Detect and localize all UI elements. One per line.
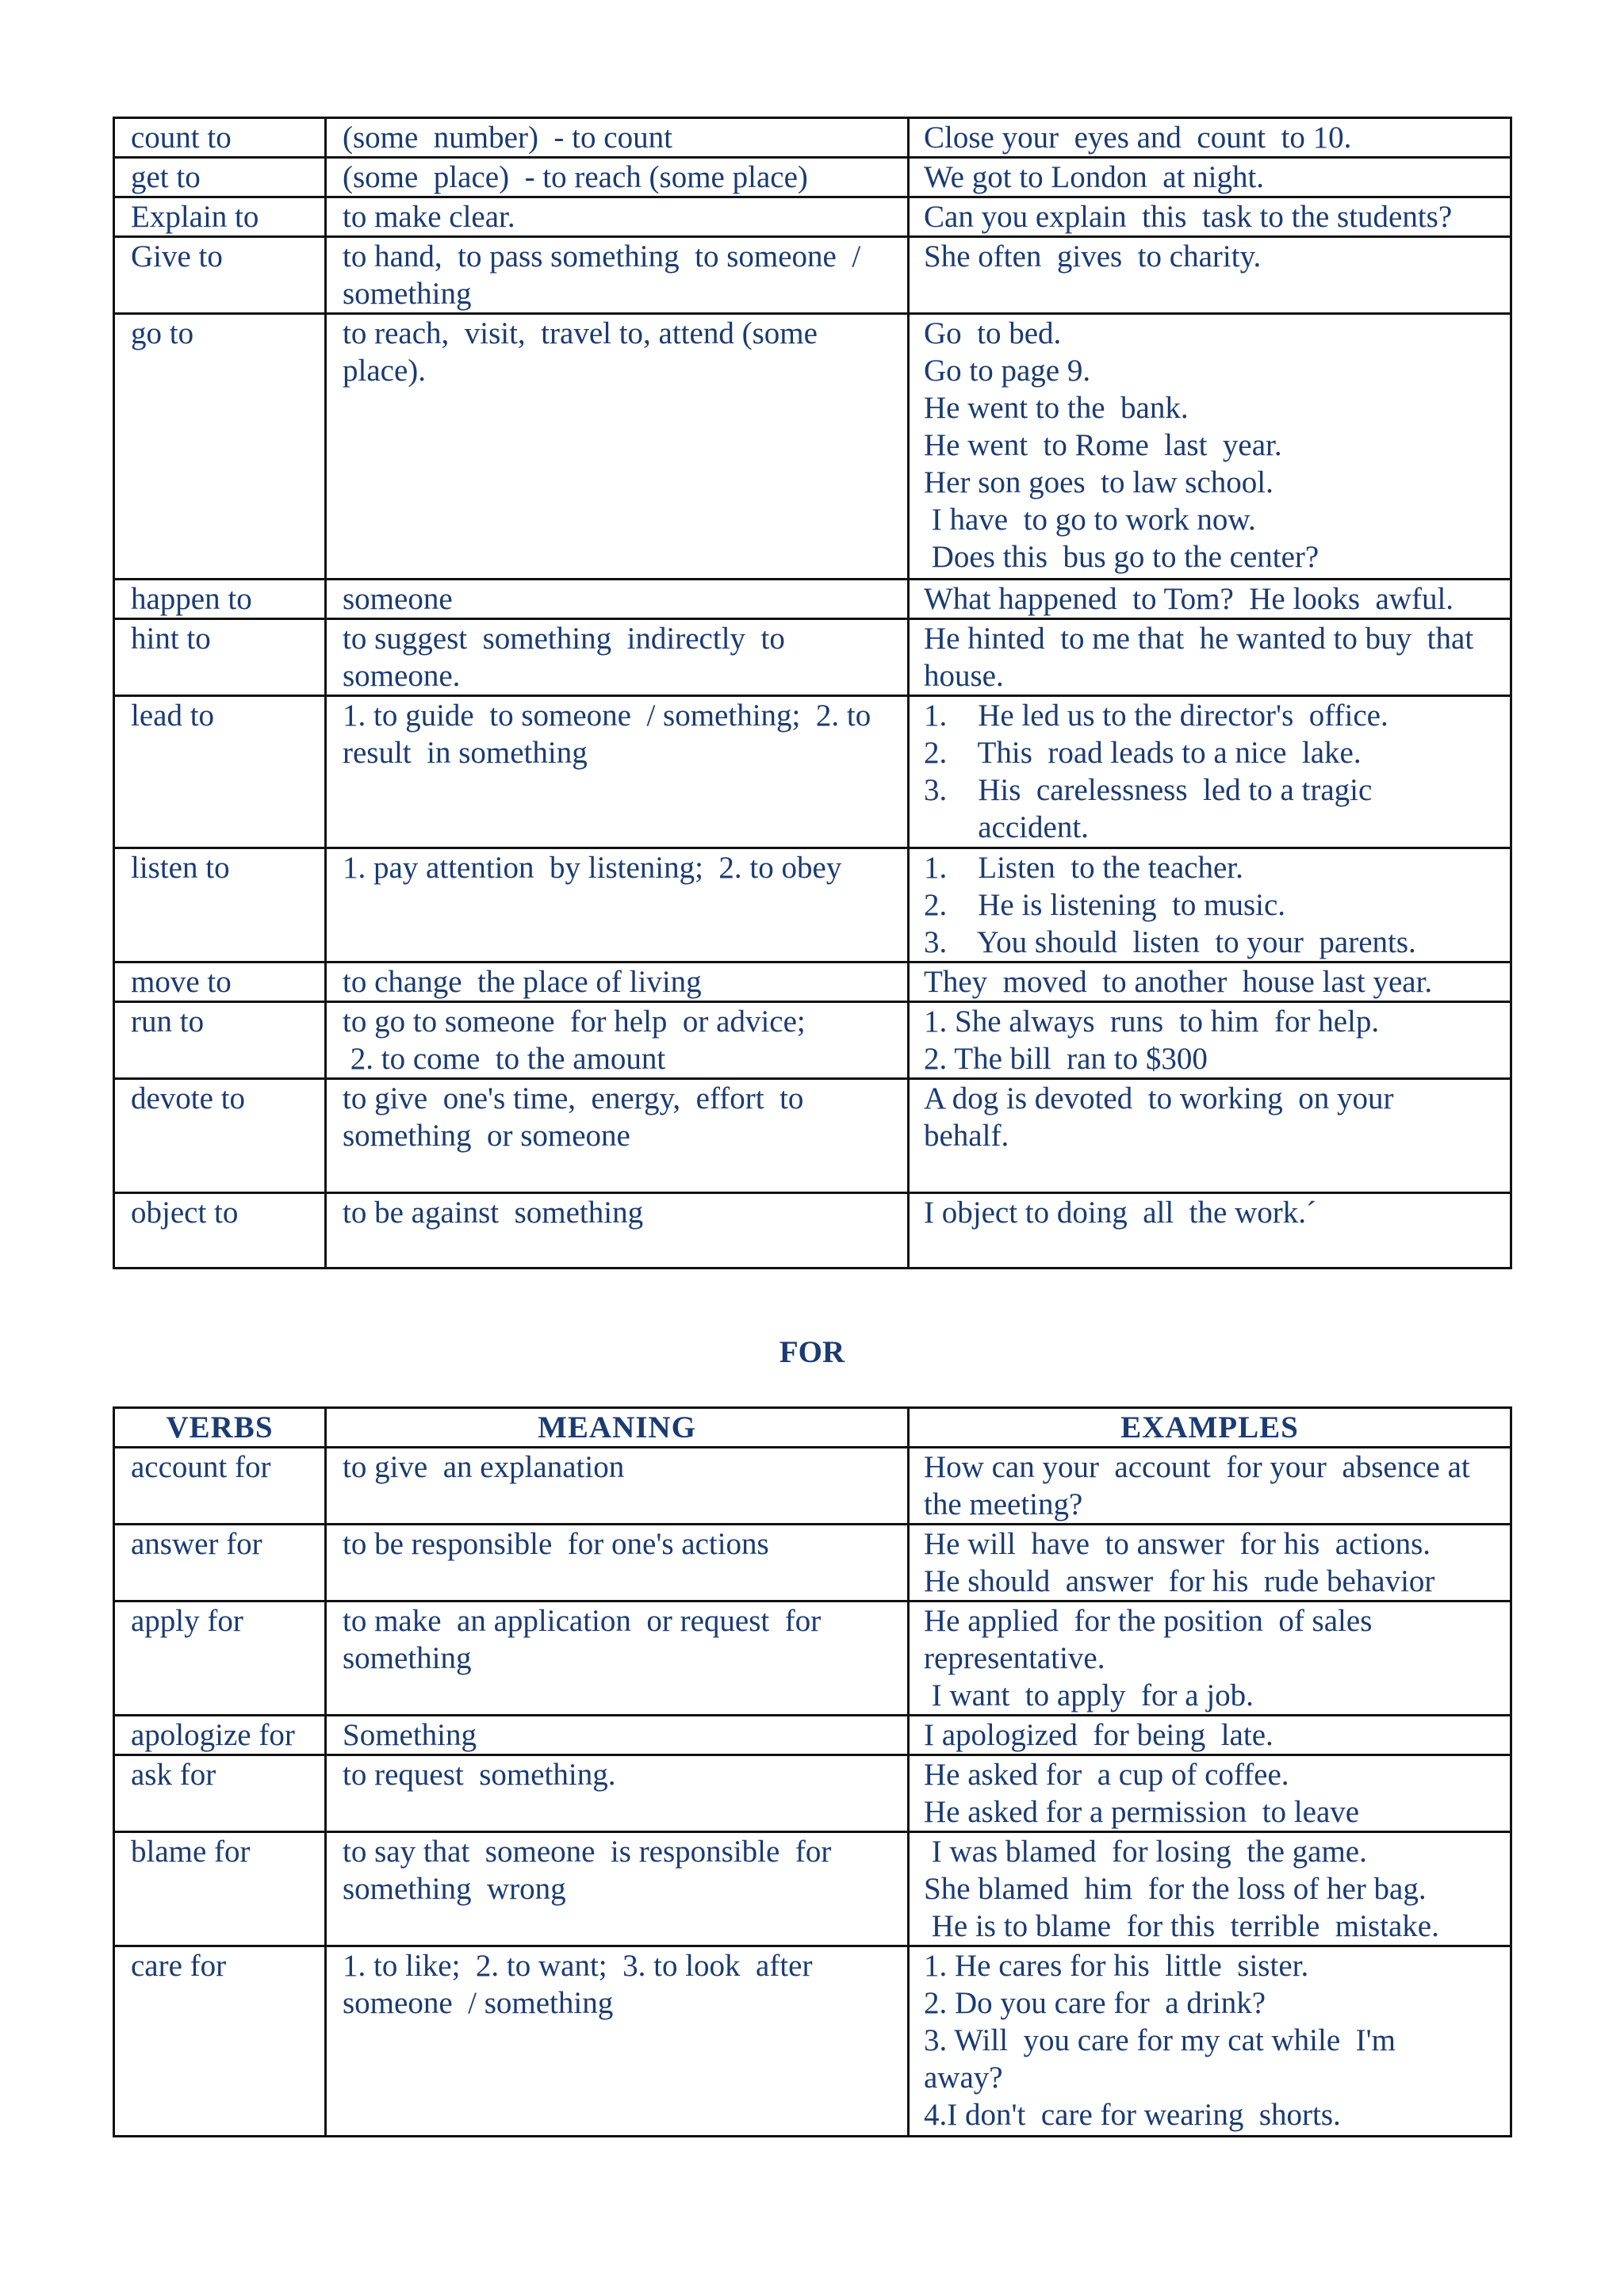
meaning-cell xyxy=(326,1755,909,1832)
verb-cell: apply for xyxy=(114,1601,326,1716)
verb-cell: run to xyxy=(114,1002,326,1079)
meaning-cell xyxy=(326,1079,909,1193)
examples-cell xyxy=(909,1193,1511,1269)
meaning-cell xyxy=(326,237,909,314)
meaning-cell xyxy=(326,580,909,619)
example-line: Close your eyes and count to 10. xyxy=(924,121,1352,155)
example-line: 2. He is listening to music. xyxy=(924,888,1286,922)
meaning-line: to make clear. xyxy=(343,200,515,234)
examples-cell xyxy=(909,314,1511,580)
meaning-cell xyxy=(326,619,909,696)
verb-cell: move to xyxy=(114,962,326,1002)
meaning-line: to give one's time, energy, effort to xyxy=(343,1081,804,1115)
example-line: behalf. xyxy=(924,1119,1009,1153)
examples-cell xyxy=(909,237,1511,314)
example-line: Go to bed. xyxy=(924,316,1062,350)
examples-cell xyxy=(909,118,1511,158)
examples-cell xyxy=(909,158,1511,197)
meaning-cell xyxy=(326,118,909,158)
example-line: They moved to another house last year. xyxy=(924,965,1433,999)
example-line: house. xyxy=(924,659,1004,693)
table-row xyxy=(114,314,1511,580)
example-line: He went to Rome last year. xyxy=(924,428,1282,462)
for-section-heading: FOR xyxy=(779,1335,845,1369)
meaning-cell xyxy=(326,848,909,962)
meaning-line: 1. to like; 2. to want; 3. to look after xyxy=(343,1949,813,1983)
verb-cell: lead to xyxy=(114,696,326,848)
meaning-cell xyxy=(326,158,909,197)
examples-cell xyxy=(909,1832,1511,1946)
table-row xyxy=(114,197,1511,237)
table-row xyxy=(114,118,1511,158)
table-header-row xyxy=(114,1408,1511,1448)
meaning-line: something wrong xyxy=(343,1872,566,1906)
examples-cell xyxy=(909,619,1511,696)
table-row xyxy=(114,1079,1511,1193)
table-row xyxy=(114,696,1511,848)
examples-cell xyxy=(909,1448,1511,1525)
meaning-line: 1. to guide to someone / something; 2. to xyxy=(343,698,871,733)
examples-cell xyxy=(909,580,1511,619)
meaning-line: to make an application or request for xyxy=(343,1604,822,1638)
example-line: 2. This road leads to a nice lake. xyxy=(924,736,1362,770)
meaning-line: to hand, to pass something to someone / xyxy=(343,239,861,274)
example-line: He asked for a cup of coffee. xyxy=(924,1758,1289,1792)
table-row xyxy=(114,580,1511,619)
examples-cell xyxy=(909,1716,1511,1755)
table-row xyxy=(114,1525,1511,1601)
table-row xyxy=(114,1002,1511,1079)
meaning-line: someone. xyxy=(343,659,461,693)
meaning-line: result in something xyxy=(343,736,588,770)
meaning-line: to reach, visit, travel to, attend (some xyxy=(343,316,818,350)
meaning-cell xyxy=(326,1946,909,2137)
table-row xyxy=(114,1193,1511,1269)
verb-cell: count to xyxy=(114,118,326,158)
table-row xyxy=(114,1601,1511,1716)
meaning-cell xyxy=(326,1525,909,1601)
for-verbs-table xyxy=(113,1406,1512,2137)
verbs-column-header: VERBS xyxy=(114,1408,326,1448)
examples-cell xyxy=(909,1946,1511,2137)
meaning-cell xyxy=(326,1002,909,1079)
example-line: 3. His carelessness led to a tragic xyxy=(924,773,1373,807)
example-line: A dog is devoted to working on your xyxy=(924,1081,1394,1115)
example-line: 3. Will you care for my cat while I'm xyxy=(924,2023,1396,2057)
table-row xyxy=(114,962,1511,1002)
examples-cell xyxy=(909,1002,1511,1079)
example-line: 1. He led us to the director's office. xyxy=(924,698,1388,733)
meaning-line: 2. to come to the amount xyxy=(343,1042,666,1076)
meaning-line: to give an explanation xyxy=(343,1450,625,1484)
example-line: 4.I don't care for wearing shorts. xyxy=(924,2098,1341,2132)
meaning-cell xyxy=(326,314,909,580)
meaning-column-header: MEANING xyxy=(326,1408,909,1448)
example-line: 2. The bill ran to $300 xyxy=(924,1042,1208,1076)
meaning-line: to change the place of living xyxy=(343,965,702,999)
example-line: He went to the bank. xyxy=(924,391,1189,425)
examples-cell xyxy=(909,1079,1511,1193)
verb-cell: Give to xyxy=(114,237,326,314)
table-row xyxy=(114,158,1511,197)
examples-cell xyxy=(909,696,1511,848)
meaning-cell xyxy=(326,1716,909,1755)
example-line: He will have to answer for his actions. xyxy=(924,1527,1431,1561)
example-line: the meeting? xyxy=(924,1487,1083,1521)
meaning-line: to be responsible for one's actions xyxy=(343,1527,769,1561)
meaning-cell xyxy=(326,696,909,848)
example-line: representative. xyxy=(924,1641,1105,1675)
examples-cell xyxy=(909,962,1511,1002)
example-line: I object to doing all the work.´ xyxy=(924,1196,1316,1230)
example-line: Does this bus go to the center? xyxy=(924,540,1320,574)
example-line: We got to London at night. xyxy=(924,160,1265,194)
meaning-line: something xyxy=(343,277,472,311)
table-row xyxy=(114,1448,1511,1525)
meaning-line: to say that someone is responsible for xyxy=(343,1835,832,1869)
verb-cell: account for xyxy=(114,1448,326,1525)
verb-cell: answer for xyxy=(114,1525,326,1601)
meaning-line: (some number) - to count xyxy=(343,121,672,155)
meaning-line: to request something. xyxy=(343,1758,616,1792)
verb-cell: happen to xyxy=(114,580,326,619)
example-line: Can you explain this task to the students? xyxy=(924,200,1453,234)
verb-cell: object to xyxy=(114,1193,326,1269)
meaning-line: to go to someone for help or advice; xyxy=(343,1004,806,1039)
meaning-line: someone / something xyxy=(343,1986,614,2020)
example-line: He is to blame for this terrible mistake. xyxy=(924,1909,1439,1943)
table-row xyxy=(114,848,1511,962)
to-verbs-table xyxy=(113,117,1512,1269)
meaning-line: (some place) - to reach (some place) xyxy=(343,160,808,194)
meaning-line: to be against something xyxy=(343,1196,644,1230)
verb-cell: care for xyxy=(114,1946,326,2137)
examples-cell xyxy=(909,848,1511,962)
table-row xyxy=(114,1755,1511,1832)
meaning-line: something xyxy=(343,1641,472,1675)
examples-cell xyxy=(909,1755,1511,1832)
example-line: What happened to Tom? He looks awful. xyxy=(924,582,1454,616)
meaning-cell xyxy=(326,197,909,237)
example-line: He applied for the position of sales xyxy=(924,1604,1373,1638)
verb-cell: apologize for xyxy=(114,1716,326,1755)
example-line: He should answer for his rude behavior xyxy=(924,1564,1435,1598)
verb-cell: blame for xyxy=(114,1832,326,1946)
verb-cell: Explain to xyxy=(114,197,326,237)
verb-cell: ask for xyxy=(114,1755,326,1832)
meaning-line: someone xyxy=(343,582,453,616)
meaning-cell xyxy=(326,962,909,1002)
example-line: Her son goes to law school. xyxy=(924,465,1274,499)
example-line: He asked for a permission to leave xyxy=(924,1795,1360,1829)
example-line: 1. She always runs to him for help. xyxy=(924,1004,1380,1039)
example-line: 3. You should listen to your parents. xyxy=(924,925,1416,959)
example-line: I want to apply for a job. xyxy=(924,1678,1254,1712)
example-line: away? xyxy=(924,2061,1003,2095)
meaning-cell xyxy=(326,1193,909,1269)
meaning-cell xyxy=(326,1601,909,1716)
example-line: 2. Do you care for a drink? xyxy=(924,1986,1266,2020)
table-row xyxy=(114,237,1511,314)
meaning-line: 1. pay attention by listening; 2. to obey xyxy=(343,851,842,885)
example-line: How can your account for your absence at xyxy=(924,1450,1470,1484)
verb-cell: devote to xyxy=(114,1079,326,1193)
example-line: 1. Listen to the teacher. xyxy=(924,851,1243,885)
examples-cell xyxy=(909,1601,1511,1716)
table-row xyxy=(114,1946,1511,2137)
example-line: 1. He cares for his little sister. xyxy=(924,1949,1309,1983)
verb-cell: go to xyxy=(114,314,326,580)
example-line: I was blamed for losing the game. xyxy=(924,1835,1367,1869)
example-line: Go to page 9. xyxy=(924,354,1091,388)
meaning-line: to suggest something indirectly to xyxy=(343,622,785,656)
examples-cell xyxy=(909,1525,1511,1601)
table-row xyxy=(114,619,1511,696)
example-line: He hinted to me that he wanted to buy that xyxy=(924,622,1474,656)
verb-cell: get to xyxy=(114,158,326,197)
examples-cell xyxy=(909,197,1511,237)
examples-column-header: EXAMPLES xyxy=(909,1408,1511,1448)
meaning-cell xyxy=(326,1832,909,1946)
meaning-line: something or someone xyxy=(343,1119,630,1153)
meaning-cell xyxy=(326,1448,909,1525)
example-line: She blamed him for the loss of her bag. xyxy=(924,1872,1427,1906)
example-line: I have to go to work now. xyxy=(924,503,1256,537)
table-row xyxy=(114,1716,1511,1755)
verb-cell: listen to xyxy=(114,848,326,962)
meaning-line: place). xyxy=(343,354,427,388)
verb-cell: hint to xyxy=(114,619,326,696)
example-line: accident. xyxy=(924,810,1089,844)
example-line: She often gives to charity. xyxy=(924,239,1262,274)
meaning-line: Something xyxy=(343,1718,477,1752)
table-row xyxy=(114,1832,1511,1946)
example-line: I apologized for being late. xyxy=(924,1718,1274,1752)
